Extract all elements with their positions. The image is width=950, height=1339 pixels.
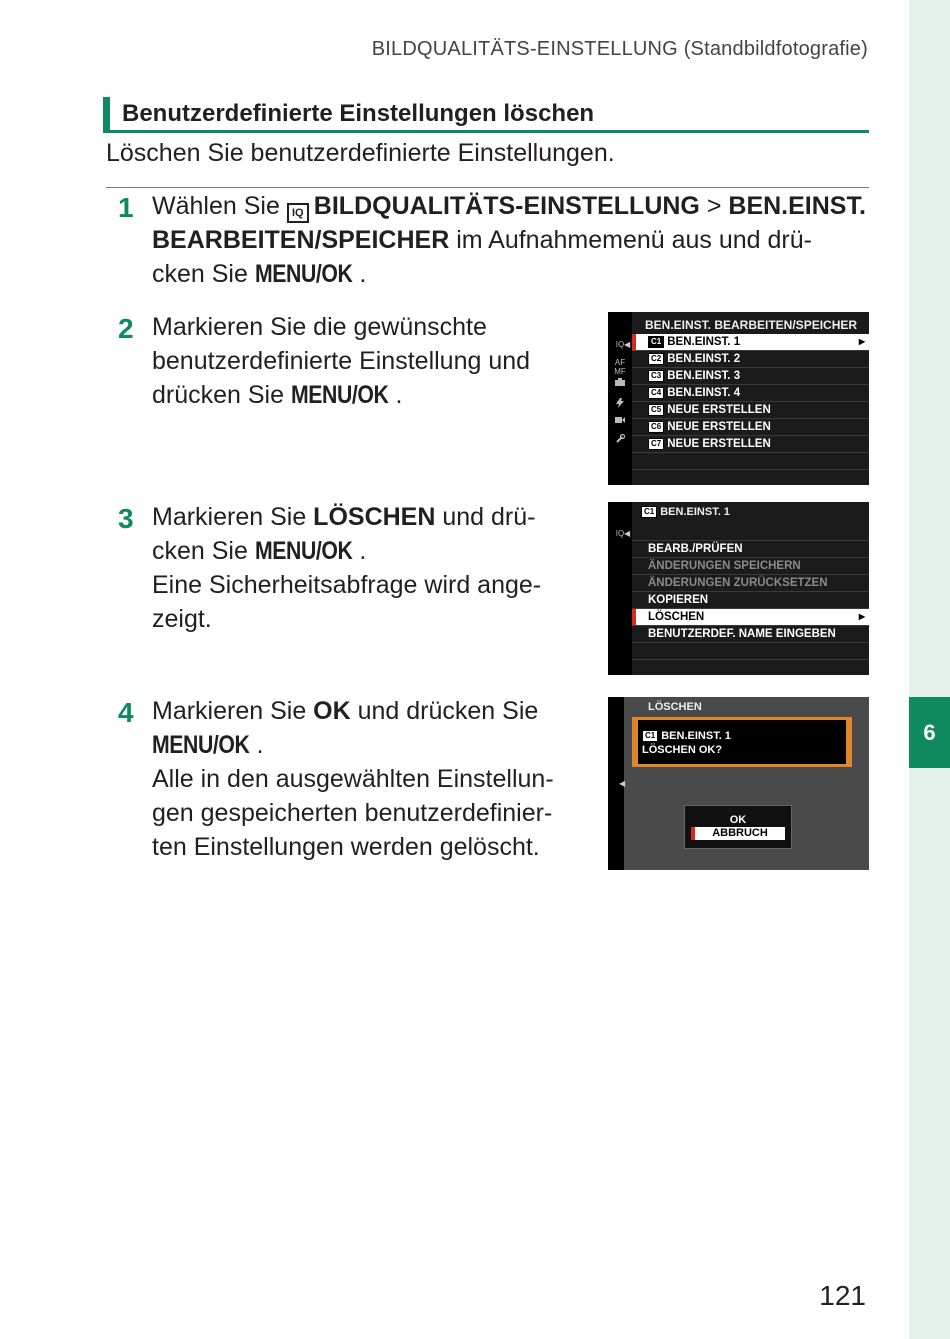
iq-tab-icon: IQ xyxy=(615,529,625,538)
list-item-empty xyxy=(632,524,869,541)
custom-settings-list xyxy=(632,334,869,470)
section-heading: Benutzerdefinierte Einstellungen löschen xyxy=(103,97,869,133)
list-item[interactable]: C6 NEUE ERSTELLEN xyxy=(632,419,869,436)
movie-tab-icon xyxy=(610,416,630,426)
camera-tab-icon xyxy=(610,378,630,388)
list-item-empty xyxy=(632,453,869,470)
step-4-text: Markieren Sie OK und drücken Sie MENU/OK . Alle in den ausgewählten Einstellun- gen gespeicherten benutzerdefinier- ten Einstellungen werden gelöscht. xyxy=(152,697,554,861)
chapter-tab[interactable]: 6 xyxy=(909,697,950,768)
list-item[interactable]: C1 BEN.EINST. 1 ▶ xyxy=(632,334,869,351)
screen-title: C1 BEN.EINST. 1 xyxy=(641,506,730,518)
camera-screen-custom-settings xyxy=(608,312,869,485)
list-item[interactable]: C7 NEUE ERSTELLEN xyxy=(632,436,869,453)
chevron-right-icon: ▶ xyxy=(858,337,865,346)
page-number: 121 xyxy=(819,1280,866,1311)
list-item[interactable]: C3 BEN.EINST. 3 xyxy=(632,368,869,385)
list-item: ÄNDERUNGEN ZURÜCKSETZEN xyxy=(632,575,869,592)
flash-tab-icon xyxy=(610,398,630,410)
list-item-empty xyxy=(632,643,869,660)
confirm-options xyxy=(684,805,792,849)
list-item[interactable]: C2 BEN.EINST. 2 xyxy=(632,351,869,368)
screen-title: BEN.EINST. BEARBEITEN/SPEICHER xyxy=(645,318,858,332)
screen-side-bar xyxy=(608,502,632,675)
step-1-text: Wählen Sie IQ BILDQUALITÄTS-EINSTELLUNG > BEN.EINST. BEARBEITEN/SPEICHER im Aufnahmemenü aus und drü- cken Sie MENU/OK . xyxy=(152,192,866,288)
intro-text: Löschen Sie benutzerdefinierte Einstellungen. xyxy=(106,139,615,167)
left-caret-icon: ◀ xyxy=(619,779,626,788)
list-item-selected[interactable]: LÖSCHEN ▶ xyxy=(632,609,869,626)
step-3-number: 3 xyxy=(118,503,134,534)
step-2-text: Markieren Sie die gewünschte benutzerdefinierte Einstellung und drücken Sie MENU/OK . xyxy=(152,313,531,409)
ok-button[interactable]: OK xyxy=(729,814,747,826)
list-item[interactable]: KOPIEREN xyxy=(632,592,869,609)
list-item[interactable]: C5 NEUE ERSTELLEN xyxy=(632,402,869,419)
step-3-text: Markieren Sie LÖSCHEN und drü- cken Sie MENU/OK . Eine Sicherheitsabfrage wird ange- zeigt. xyxy=(152,503,542,633)
af-mf-tab-icon: AF MF xyxy=(614,358,626,376)
step-1-number: 1 xyxy=(118,192,134,223)
cancel-button[interactable]: ABBRUCH xyxy=(691,827,785,840)
step-4-number: 4 xyxy=(118,697,134,728)
image-quality-icon: IQ xyxy=(287,203,309,223)
running-header: BILDQUALITÄTS-EINSTELLUNG (Standbildfotografie) xyxy=(371,38,868,60)
left-caret-icon: ◀ xyxy=(624,340,631,349)
side-strip xyxy=(909,0,950,1339)
camera-screen-edit-menu xyxy=(608,502,869,675)
left-caret-icon: ◀ xyxy=(624,529,631,538)
list-item[interactable]: BENUTZERDEF. NAME EINGEBEN xyxy=(632,626,869,643)
screen-side-bar xyxy=(608,312,632,485)
chevron-right-icon: ▶ xyxy=(858,612,865,621)
confirm-message: C1 BEN.EINST. 1 LÖSCHEN OK? xyxy=(642,730,731,756)
edit-options-list xyxy=(632,524,869,660)
list-item[interactable]: BEARB./PRÜFEN xyxy=(632,541,869,558)
step-2-number: 2 xyxy=(118,313,134,344)
confirm-message-box xyxy=(632,717,852,767)
wrench-tab-icon xyxy=(610,434,630,445)
camera-screen-delete-confirm xyxy=(608,697,869,870)
list-item[interactable]: C4 BEN.EINST. 4 xyxy=(632,385,869,402)
divider xyxy=(106,187,869,188)
list-item: ÄNDERUNGEN SPEICHERN xyxy=(632,558,869,575)
dialog-title: LÖSCHEN xyxy=(648,701,702,713)
iq-tab-icon: IQ xyxy=(615,340,625,349)
